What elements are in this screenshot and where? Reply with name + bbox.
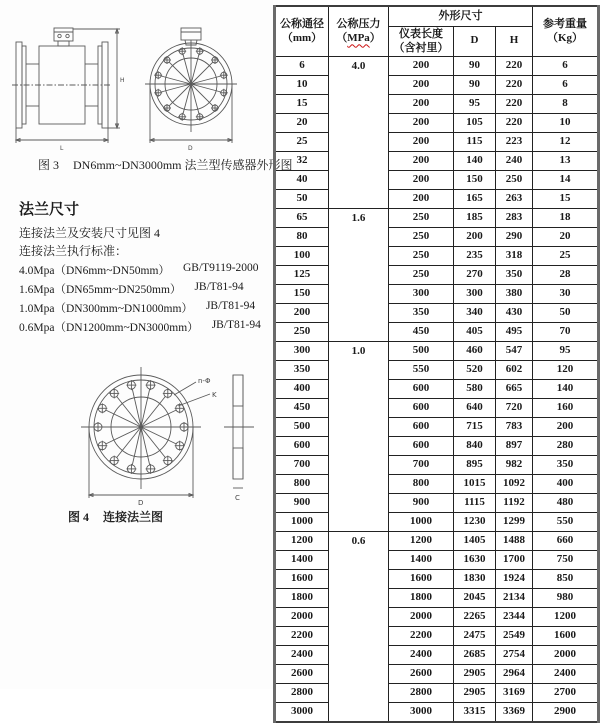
- standard-line: [19, 262, 259, 278]
- cell-h: 3169: [496, 683, 533, 702]
- header-nominal-diameter-unit: （mm）: [281, 32, 323, 45]
- cell-h: 982: [496, 455, 533, 474]
- fig3-dim-H: [73, 29, 125, 128]
- cell-weight: 10: [533, 113, 599, 132]
- cell-nominal-pressure: 4.0: [329, 56, 389, 208]
- cell-weight: 12: [533, 132, 599, 151]
- cell-meter-length: 700: [389, 455, 454, 474]
- fig3-converter-box: [54, 28, 73, 46]
- cell-meter-length: 250: [389, 208, 454, 227]
- cell-d: 1630: [454, 550, 496, 569]
- cell-meter-length: 200: [389, 132, 454, 151]
- cell-nominal-diameter: 15: [275, 94, 329, 113]
- table-row: [275, 455, 599, 474]
- table-row: [275, 588, 599, 607]
- cell-h: 2549: [496, 626, 533, 645]
- cell-d: 1405: [454, 531, 496, 550]
- standard-pressure: 1.6Mpa（DN65mm~DN250mm）: [19, 284, 182, 296]
- cell-d: 405: [454, 322, 496, 341]
- cell-meter-length: 2200: [389, 626, 454, 645]
- cell-weight: 20: [533, 227, 599, 246]
- cell-d: 340: [454, 303, 496, 322]
- cell-nominal-pressure: 1.0: [329, 341, 389, 531]
- mpa-spellcheck-squiggle: MPa: [347, 32, 370, 45]
- cell-d: 3315: [454, 702, 496, 722]
- flange-size-heading: 法兰尺寸: [19, 202, 80, 218]
- cell-weight: 15: [533, 189, 599, 208]
- cell-weight: 980: [533, 588, 599, 607]
- cell-nominal-diameter: 2200: [275, 626, 329, 645]
- cell-meter-length: 200: [389, 75, 454, 94]
- cell-d: 140: [454, 151, 496, 170]
- table-row: [275, 398, 599, 417]
- header-nominal-pressure-unit: （MPa）: [336, 32, 381, 45]
- table-row: [275, 56, 599, 75]
- cell-d: 1115: [454, 493, 496, 512]
- cell-weight: 160: [533, 398, 599, 417]
- table-row: [275, 151, 599, 170]
- cell-nominal-diameter: 25: [275, 132, 329, 151]
- header-nominal-pressure-label: 公称压力: [336, 18, 381, 30]
- flange-line-1: 连接法兰及安装尺寸见图 4: [19, 226, 161, 240]
- table-row: [275, 94, 599, 113]
- header-reference-weight-label: 参考重量: [543, 18, 587, 30]
- standard-pressure: 0.6Mpa（DN1200mm~DN3000mm）: [19, 322, 199, 334]
- cell-meter-length: 250: [389, 246, 454, 265]
- cell-weight: 28: [533, 265, 599, 284]
- table-row: [275, 607, 599, 626]
- table-row: [275, 379, 599, 398]
- table-row: [275, 208, 599, 227]
- cell-weight: 350: [533, 455, 599, 474]
- cell-meter-length: 500: [389, 341, 454, 360]
- cell-h: 380: [496, 284, 533, 303]
- figure3-caption-label: 图 3: [38, 158, 60, 172]
- table-row: [275, 284, 599, 303]
- cell-d: 2685: [454, 645, 496, 664]
- cell-d: 895: [454, 455, 496, 474]
- cell-nominal-diameter: 900: [275, 493, 329, 512]
- svg-text:L: L: [60, 145, 64, 152]
- header-nominal-pressure: [329, 6, 389, 56]
- cell-weight: 1600: [533, 626, 599, 645]
- cell-d: 2905: [454, 683, 496, 702]
- cell-meter-length: 200: [389, 170, 454, 189]
- table-row: [275, 246, 599, 265]
- cell-nominal-diameter: 500: [275, 417, 329, 436]
- figure4-connection-flange-drawing: [28, 348, 268, 508]
- header-d: D: [454, 27, 496, 57]
- cell-nominal-diameter: 450: [275, 398, 329, 417]
- figure4-caption-text: 连接法兰图: [103, 510, 164, 524]
- cell-weight: 70: [533, 322, 599, 341]
- cell-nominal-diameter: 2800: [275, 683, 329, 702]
- cell-meter-length: 2400: [389, 645, 454, 664]
- standard-pressure: 1.0Mpa（DN300mm~DN1000mm）: [19, 303, 193, 315]
- fig4-cross-section: [224, 375, 254, 502]
- cell-d: 2475: [454, 626, 496, 645]
- cell-meter-length: 800: [389, 474, 454, 493]
- cell-h: 318: [496, 246, 533, 265]
- cell-weight: 13: [533, 151, 599, 170]
- cell-h: 223: [496, 132, 533, 151]
- cell-weight: 550: [533, 512, 599, 531]
- cell-meter-length: 2800: [389, 683, 454, 702]
- fig3-front-view: [145, 28, 237, 132]
- cell-d: 235: [454, 246, 496, 265]
- svg-text:C: C: [235, 494, 240, 502]
- cell-weight: 120: [533, 360, 599, 379]
- cell-weight: 480: [533, 493, 599, 512]
- figure3-caption-text: DN6mm~DN3000mm 法兰型传感器外形图: [73, 158, 293, 172]
- cell-nominal-diameter: 2600: [275, 664, 329, 683]
- cell-weight: 50: [533, 303, 599, 322]
- cell-d: 115: [454, 132, 496, 151]
- cell-nominal-diameter: 1600: [275, 569, 329, 588]
- cell-h: 1924: [496, 569, 533, 588]
- cell-nominal-pressure: 0.6: [329, 531, 389, 722]
- cell-meter-length: 250: [389, 227, 454, 246]
- cell-meter-length: 450: [389, 322, 454, 341]
- cell-d: 2905: [454, 664, 496, 683]
- cell-h: 3369: [496, 702, 533, 722]
- cell-weight: 2700: [533, 683, 599, 702]
- cell-h: 220: [496, 94, 533, 113]
- standard-line: [19, 281, 244, 297]
- dimension-table-body: [275, 56, 599, 722]
- standard-code: GB/T9119-2000: [182, 262, 259, 274]
- cell-weight: 140: [533, 379, 599, 398]
- svg-text:D: D: [138, 499, 144, 507]
- table-row: [275, 683, 599, 702]
- table-row: [275, 474, 599, 493]
- table-row: [275, 493, 599, 512]
- cell-d: 165: [454, 189, 496, 208]
- cell-h: 1092: [496, 474, 533, 493]
- cell-weight: 95: [533, 341, 599, 360]
- cell-weight: 18: [533, 208, 599, 227]
- cell-meter-length: 600: [389, 379, 454, 398]
- table-row: [275, 75, 599, 94]
- cell-meter-length: 1400: [389, 550, 454, 569]
- cell-meter-length: 900: [389, 493, 454, 512]
- table-row: [275, 360, 599, 379]
- cell-nominal-diameter: 600: [275, 436, 329, 455]
- table-row: [275, 322, 599, 341]
- standard-code: JB/T81-94: [205, 300, 256, 312]
- cell-h: 602: [496, 360, 533, 379]
- cell-d: 90: [454, 56, 496, 75]
- flange-line-2: 连接法兰执行标准：: [19, 244, 128, 258]
- header-outline-dimensions: 外形尺寸: [389, 6, 533, 27]
- standard-line: [19, 300, 255, 316]
- cell-h: 250: [496, 170, 533, 189]
- header-reference-weight: [533, 6, 599, 56]
- svg-text:H: H: [120, 77, 125, 84]
- svg-text:n-Φ: n-Φ: [198, 377, 211, 385]
- cell-h: 720: [496, 398, 533, 417]
- cell-d: 715: [454, 417, 496, 436]
- cell-nominal-diameter: 2000: [275, 607, 329, 626]
- cell-nominal-diameter: 2400: [275, 645, 329, 664]
- cell-nominal-diameter: 32: [275, 151, 329, 170]
- cell-d: 105: [454, 113, 496, 132]
- cell-h: 665: [496, 379, 533, 398]
- cell-meter-length: 1200: [389, 531, 454, 550]
- table-row: [275, 341, 599, 360]
- table-row: [275, 664, 599, 683]
- table-row: [275, 265, 599, 284]
- cell-d: 1015: [454, 474, 496, 493]
- table-row: [275, 550, 599, 569]
- header-reference-weight-unit: （Kg）: [546, 32, 584, 45]
- cell-nominal-diameter: 800: [275, 474, 329, 493]
- cell-h: 220: [496, 75, 533, 94]
- cell-nominal-diameter: 20: [275, 113, 329, 132]
- table-row: [275, 702, 599, 722]
- table-row: [275, 531, 599, 550]
- cell-meter-length: 250: [389, 265, 454, 284]
- table-row: [275, 227, 599, 246]
- cell-nominal-pressure: 1.6: [329, 208, 389, 341]
- cell-h: 290: [496, 227, 533, 246]
- cell-weight: 660: [533, 531, 599, 550]
- cell-weight: 30: [533, 284, 599, 303]
- cell-weight: 25: [533, 246, 599, 265]
- cell-nominal-diameter: 65: [275, 208, 329, 227]
- cell-nominal-diameter: 40: [275, 170, 329, 189]
- table-row: [275, 626, 599, 645]
- cell-nominal-diameter: 1200: [275, 531, 329, 550]
- cell-d: 200: [454, 227, 496, 246]
- table-row: [275, 512, 599, 531]
- cell-weight: 850: [533, 569, 599, 588]
- cell-meter-length: 1600: [389, 569, 454, 588]
- cell-nominal-diameter: 50: [275, 189, 329, 208]
- cell-nominal-diameter: 350: [275, 360, 329, 379]
- cell-h: 350: [496, 265, 533, 284]
- cell-meter-length: 200: [389, 113, 454, 132]
- cell-d: 300: [454, 284, 496, 303]
- cell-d: 90: [454, 75, 496, 94]
- cell-nominal-diameter: 80: [275, 227, 329, 246]
- cell-meter-length: 550: [389, 360, 454, 379]
- cell-h: 2754: [496, 645, 533, 664]
- cell-nominal-diameter: 700: [275, 455, 329, 474]
- cell-meter-length: 1800: [389, 588, 454, 607]
- standard-line: [19, 319, 261, 335]
- cell-weight: 400: [533, 474, 599, 493]
- header-nominal-diameter-label: 公称通径: [280, 18, 324, 30]
- cell-meter-length: 200: [389, 151, 454, 170]
- cell-meter-length: 350: [389, 303, 454, 322]
- standard-code: JB/T81-94: [194, 281, 244, 293]
- cell-h: 283: [496, 208, 533, 227]
- fig3-side-view: [12, 42, 112, 128]
- table-row: [275, 113, 599, 132]
- cell-nominal-diameter: 1800: [275, 588, 329, 607]
- cell-nominal-diameter: 125: [275, 265, 329, 284]
- cell-d: 150: [454, 170, 496, 189]
- fig3-dim-L: [16, 128, 108, 152]
- cell-d: 580: [454, 379, 496, 398]
- cell-weight: 750: [533, 550, 599, 569]
- cell-meter-length: 3000: [389, 702, 454, 722]
- cell-d: 270: [454, 265, 496, 284]
- cell-meter-length: 2000: [389, 607, 454, 626]
- figure4-caption: [68, 508, 163, 525]
- cell-nominal-diameter: 3000: [275, 702, 329, 722]
- cell-h: 220: [496, 113, 533, 132]
- cell-nominal-diameter: 250: [275, 322, 329, 341]
- cell-weight: 2000: [533, 645, 599, 664]
- cell-d: 640: [454, 398, 496, 417]
- cell-h: 430: [496, 303, 533, 322]
- cell-meter-length: 200: [389, 56, 454, 75]
- cell-h: 495: [496, 322, 533, 341]
- cell-meter-length: 200: [389, 94, 454, 113]
- standard-code: JB/T81-94: [211, 319, 261, 331]
- cell-meter-length: 2600: [389, 664, 454, 683]
- table-row: [275, 132, 599, 151]
- cell-nominal-diameter: 300: [275, 341, 329, 360]
- cell-weight: 8: [533, 94, 599, 113]
- cell-meter-length: 200: [389, 189, 454, 208]
- cell-h: 220: [496, 56, 533, 75]
- cell-nominal-diameter: 200: [275, 303, 329, 322]
- cell-d: 1830: [454, 569, 496, 588]
- cell-weight: 6: [533, 75, 599, 94]
- cell-d: 2265: [454, 607, 496, 626]
- cell-meter-length: 600: [389, 436, 454, 455]
- cell-d: 840: [454, 436, 496, 455]
- cell-h: 263: [496, 189, 533, 208]
- cell-h: 1488: [496, 531, 533, 550]
- cell-h: 783: [496, 417, 533, 436]
- svg-text:D: D: [188, 145, 193, 152]
- header-meter-length: 仪表长度 （含衬里）: [389, 27, 454, 57]
- cell-h: 1192: [496, 493, 533, 512]
- header-nominal-diameter: [275, 6, 329, 56]
- cell-meter-length: 600: [389, 398, 454, 417]
- cell-d: 2045: [454, 588, 496, 607]
- table-row: [275, 170, 599, 189]
- cell-nominal-diameter: 1000: [275, 512, 329, 531]
- cell-weight: 14: [533, 170, 599, 189]
- cell-d: 460: [454, 341, 496, 360]
- cell-h: 1700: [496, 550, 533, 569]
- cell-h: 1299: [496, 512, 533, 531]
- figure3-sensor-outline-drawing: [12, 12, 242, 157]
- cell-h: 2134: [496, 588, 533, 607]
- table-row: [275, 569, 599, 588]
- table-row: [275, 417, 599, 436]
- cell-weight: 280: [533, 436, 599, 455]
- cell-h: 2964: [496, 664, 533, 683]
- cell-weight: 1200: [533, 607, 599, 626]
- cell-nominal-diameter: 100: [275, 246, 329, 265]
- dimension-table-header: [275, 6, 599, 56]
- cell-d: 185: [454, 208, 496, 227]
- left-pane: [0, 0, 293, 689]
- table-row: [275, 303, 599, 322]
- cell-nominal-diameter: 10: [275, 75, 329, 94]
- cell-weight: 2900: [533, 702, 599, 722]
- cell-nominal-diameter: 400: [275, 379, 329, 398]
- cell-d: 95: [454, 94, 496, 113]
- cell-weight: 200: [533, 417, 599, 436]
- svg-text:K: K: [212, 391, 217, 399]
- figure3-caption: [38, 156, 293, 173]
- cell-h: 240: [496, 151, 533, 170]
- cell-meter-length: 600: [389, 417, 454, 436]
- cell-meter-length: 300: [389, 284, 454, 303]
- cell-weight: 2400: [533, 664, 599, 683]
- table-row: [275, 645, 599, 664]
- standard-pressure: 4.0Mpa（DN6mm~DN50mm）: [19, 265, 170, 277]
- cell-weight: 6: [533, 56, 599, 75]
- cell-h: 2344: [496, 607, 533, 626]
- cell-d: 1230: [454, 512, 496, 531]
- figure4-caption-label: 图 4: [68, 510, 90, 524]
- cell-meter-length: 1000: [389, 512, 454, 531]
- cell-h: 547: [496, 341, 533, 360]
- cell-nominal-diameter: 150: [275, 284, 329, 303]
- header-h: H: [496, 27, 533, 57]
- table-row: [275, 189, 599, 208]
- cell-d: 520: [454, 360, 496, 379]
- cell-nominal-diameter: 6: [275, 56, 329, 75]
- cell-nominal-diameter: 1400: [275, 550, 329, 569]
- cell-h: 897: [496, 436, 533, 455]
- table-row: [275, 436, 599, 455]
- dimension-table: [273, 5, 600, 723]
